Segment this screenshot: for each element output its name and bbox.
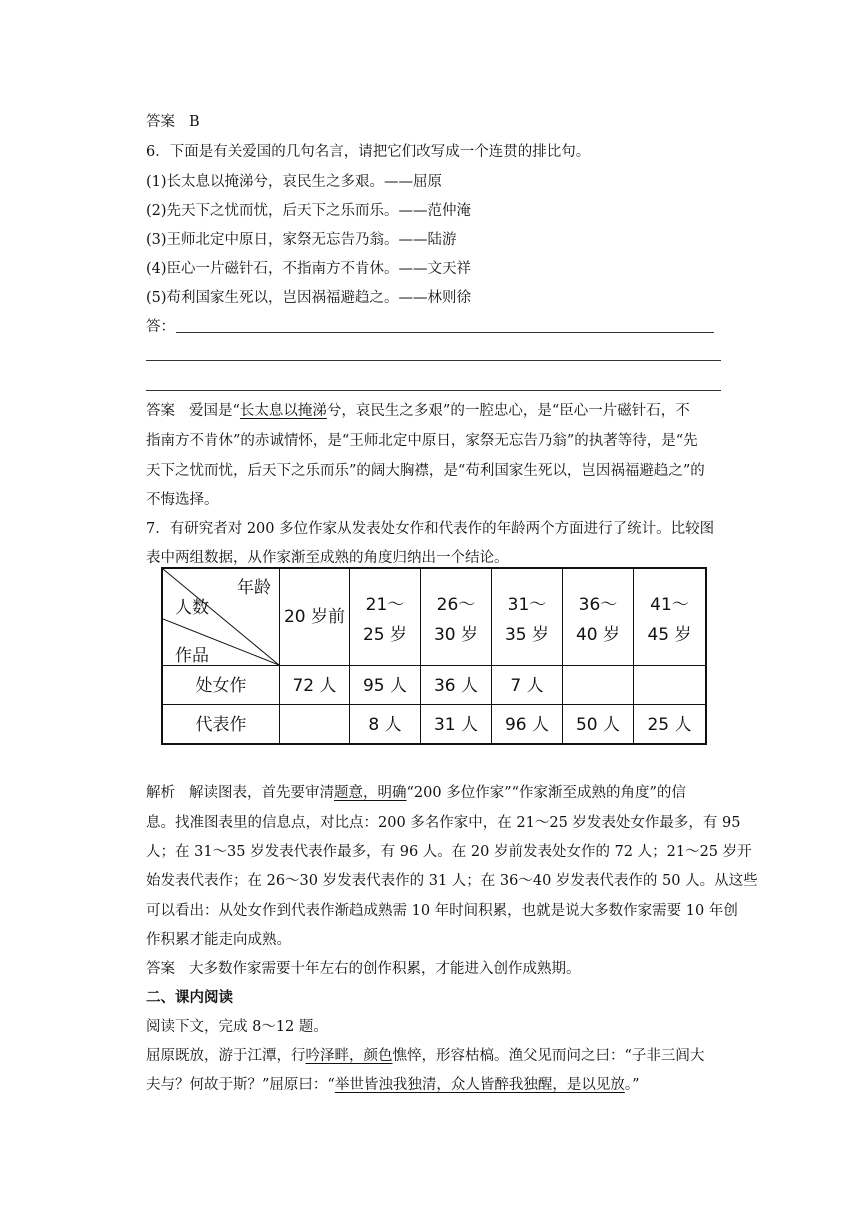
q6-answer-line: 不悔选择。: [146, 492, 219, 508]
column-header: 35 岁: [504, 625, 550, 645]
analysis-line: 可以看出：从处女作到代表作渐趋成熟需 10 年时间积累，也就是说大多数作家需要 10 年创: [146, 903, 738, 919]
quote-item: (1)长太息以掩涕兮，哀民生之多艰。——屈原: [146, 174, 443, 190]
column-header: 31～: [507, 595, 547, 615]
table-cell: 25 人: [647, 715, 692, 735]
passage-text: 夫与？何故于斯？”屈原曰：“: [146, 1077, 335, 1093]
table-cell: 36 人: [433, 676, 479, 696]
question-7-line: 表中两组数据，从作家渐至成熟的角度归纳出一个结论。: [146, 550, 509, 566]
question-7-line: 7．有研究者对 200 多位作家从发表处女作和代表作的年龄两个方面进行了统计。比较图: [146, 521, 715, 537]
row-label: 代表作: [195, 715, 247, 735]
answer-value: B: [189, 114, 200, 130]
answer5-line: [146, 112, 200, 132]
passage-text: 憔悴，形容枯槁。渔父见而问之曰：“子非三闾大: [392, 1048, 705, 1064]
table-cell: 95 人: [362, 676, 408, 696]
table-cell: 50 人: [575, 715, 621, 735]
table-cell: 31 人: [433, 715, 479, 735]
analysis-line: 始发表代表作；在 26～30 岁发表代表作的 31 人；在 36～40 岁发表代表作的 50 人。从这些: [146, 873, 758, 889]
table-cell: 8 人: [368, 715, 402, 735]
answer-label: 答案: [146, 114, 175, 130]
column-header: 30 岁: [433, 625, 479, 645]
analysis-text: “200 多位作家”“作家渐至成熟的角度”的信: [406, 785, 686, 801]
quote-item: (4)臣心一片磁针石，不指南方不肯休。——文天祥: [146, 261, 472, 277]
q6-answer-line: [146, 401, 690, 421]
passage-text: 屈原既放，游于江潭，行: [146, 1048, 306, 1064]
passage-text: 。”: [624, 1077, 640, 1093]
row-label: 处女作: [195, 676, 247, 696]
column-header: 21～: [365, 595, 405, 615]
column-header: 40 岁: [575, 625, 621, 645]
q6-answer-line: 指南方不肯休”的赤诚情怀，是“王师北定中原日，家祭无忘告乃翁”的执著等待，是“先: [146, 433, 698, 449]
underlined-text: 题意，明确: [334, 785, 407, 801]
column-header: 25 岁: [362, 625, 408, 645]
answer-text: 大多数作家需要十年左右的创作积累，才能进入创作成熟期。: [189, 961, 581, 977]
answer-label: 答案: [146, 961, 175, 977]
analysis-label: 解析: [146, 785, 175, 801]
column-header: 41～: [650, 595, 689, 615]
answer-text: 兮，哀民生之多艰”的一腔忠心，是“臣心一片磁针石，不: [326, 403, 690, 419]
answer-blank-line[interactable]: [176, 332, 714, 333]
passage-line: [146, 1075, 640, 1095]
table-cell: 7 人: [510, 676, 544, 696]
passage-line: [146, 1046, 704, 1066]
quote-item: (5)苟利国家生死以，岂因祸福避趋之。——林则徐: [146, 290, 472, 306]
table-cell: 72 人: [292, 676, 337, 696]
column-header: 36～: [578, 595, 618, 615]
q7-answer-line: [146, 959, 581, 979]
column-header: 45 岁: [647, 625, 692, 645]
quote-item: (2)先天下之忧而忧，后天下之乐而乐。——范仲淹: [146, 203, 472, 219]
section-heading: 二、课内阅读: [146, 990, 233, 1006]
analysis-text: 解读图表，首先要审清: [189, 785, 334, 801]
analysis-line: 息。找准图表里的信息点，对比点：200 多名作家中，在 21～25 岁发表处女作最多，有 95: [146, 815, 741, 831]
answer-blank-line[interactable]: [146, 390, 721, 391]
column-header: 20 岁前: [283, 607, 346, 627]
answer-blank-line[interactable]: [146, 360, 721, 361]
analysis-line: [146, 783, 686, 803]
analysis-line: 人；在 31～35 岁发表代表作最多，有 96 人。在 20 岁前发表处女作的 72 人；21～25 岁开: [146, 844, 752, 860]
table-cell: 96 人: [504, 715, 550, 735]
answer-prompt: 答：: [146, 319, 175, 335]
column-header: 26～: [436, 595, 476, 615]
corner-people-label: 人数: [175, 598, 209, 618]
section-intro: 阅读下文，完成 8～12 题。: [146, 1019, 328, 1035]
underlined-text: 举世皆浊我独清，众人皆醉我独醒，是以见放: [334, 1077, 625, 1093]
answer-text: 爱国是“: [189, 403, 240, 419]
quote-item: (3)王师北定中原日，家祭无忘告乃翁。——陆游: [146, 232, 457, 248]
underlined-text: 吟泽畔，颜色: [305, 1048, 393, 1064]
corner-age-label: 年龄: [237, 578, 271, 598]
age-statistics-table: [161, 567, 707, 745]
answer-label: 答案: [146, 403, 175, 419]
question-6-title: 6．下面是有关爱国的几句名言，请把它们改写成一个连贯的排比句。: [146, 144, 591, 160]
underlined-text: 长太息以掩涕: [239, 403, 327, 419]
corner-works-label: 作品: [175, 646, 209, 666]
analysis-line: 作积累才能走向成熟。: [146, 932, 291, 948]
q6-answer-line: 天下之忧而忧，后天下之乐而乐”的阔大胸襟，是“苟利国家生死以，岂因祸福避趋之”的: [146, 463, 705, 479]
